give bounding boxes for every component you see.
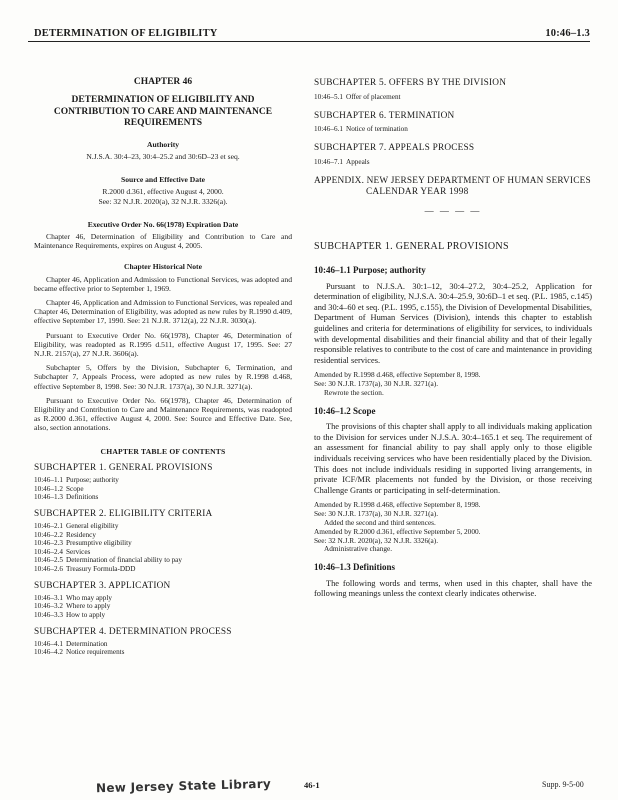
toc-entry: 10:46–2.4 Services (34, 547, 91, 556)
page-number: 46-1 (304, 780, 320, 790)
toc-subchapter-title: SUBCHAPTER 1. GENERAL PROVISIONS (34, 462, 213, 473)
section-heading-1-1: 10:46–1.1 Purpose; authority (314, 264, 426, 275)
historical-note-heading: Chapter Historical Note (124, 262, 202, 272)
toc-subchapter (34, 582, 292, 620)
toc-subchapter (314, 78, 592, 102)
historical-note-paragraph: Chapter 46, Application and Admission to Functional Services, was repealed and Chapter 46, Determination of Eligibility, was adopted as new rules by R.1990 d.409, effective September 17, 1990. See: 21 N.J.R. 3712(a), 22 N.J.R. 3030(a). (34, 297, 292, 326)
toc-entry: 10:46–1.2 Scope (34, 484, 84, 493)
toc-subchapter (34, 464, 292, 502)
toc-subchapter-title: SUBCHAPTER 7. APPEALS PROCESS (314, 143, 475, 154)
toc-entry: 10:46–5.1 Offer of placement (314, 92, 401, 101)
toc-entry: 10:46–3.3 How to apply (34, 610, 106, 619)
section-heading-1-2: 10:46–1.2 Scope (314, 405, 376, 416)
toc-subchapter (34, 628, 292, 657)
historical-note-paragraph: Chapter 46, Application and Admission to Functional Services, was adopted and became effective prior to September 1, 1969. (34, 274, 292, 293)
toc-entry: 10:46–2.3 Presumptive eligibility (34, 539, 132, 548)
library-stamp: New Jersey State Library (95, 776, 272, 796)
left-column (34, 52, 292, 657)
authority-heading: Authority (146, 139, 180, 149)
appendix-title: APPENDIX. NEW JERSEY DEPARTMENT OF HUMAN SERVICES CALENDAR YEAR 1998 (314, 175, 591, 197)
subchapter-heading: SUBCHAPTER 1. GENERAL PROVISIONS (314, 241, 509, 253)
source-line-1: R.2000 d.361, effective August 4, 2000. (102, 187, 224, 197)
toc-entry: 10:46–2.6 Treasury Formula-DDD (34, 564, 136, 573)
executive-order-heading: Executive Order No. 66(1978) Expiration Date (87, 219, 239, 229)
toc-entry: 10:46–2.2 Residency (34, 530, 96, 539)
toc-entry: 10:46–2.1 General eligibility (34, 521, 119, 530)
executive-order-text: Chapter 46, Determination of Eligibility and Contribution to Care and Maintenance Requirements, expires on August 4, 2005. (34, 231, 292, 251)
header-title: DETERMINATION OF ELIGIBILITY (34, 28, 218, 39)
historical-note-paragraph: Subchapter 5, Offers by the Division, Subchapter 6, Termination, and Subchapter 7, Appeals Process, were adopted as new rules by R.1998 d.468, effective September 8, 1998. See: 30 N.J.R. 1737(a), 30 N.J.R. 3271(a). (34, 363, 292, 391)
chapter-title: DETERMINATION OF ELIGIBILITY AND CONTRIBUTION TO CARE AND MAINTENANCE REQUIREMENTS (53, 95, 273, 129)
toc-subchapter (314, 143, 592, 167)
toc-subchapter-title: SUBCHAPTER 2. ELIGIBILITY CRITERIA (34, 508, 213, 519)
right-column (314, 52, 592, 605)
toc-entry: 10:46–2.5 Determination of financial ability to pay (34, 556, 182, 565)
source-heading: Source and Effective Date (120, 175, 205, 185)
header-section-number: 10:46–1.3 (545, 28, 590, 39)
toc-entry: 10:46–1.1 Purpose; authority (34, 475, 119, 484)
toc-subchapter-title: SUBCHAPTER 6. TERMINATION (314, 110, 455, 121)
section-divider: — — — — (424, 205, 482, 216)
amendment-note: Amended by R.1998 d.468, effective September 8, 1998. See: 30 N.J.R. 1737(a), 30 N.J.R. 3271(a). Added the second and third sentences. Amended by R.2000 d.361, effective September 5, 2000. See: 32 N.J.R. 2020(a), 32 N.J.R. 3326(a). Administrative change. (314, 500, 481, 554)
toc-entry: 10:46–1.3 Definitions (34, 493, 99, 502)
historical-note-paragraph: Pursuant to Executive Order No. 66(1978), Chapter 46, Determination of Eligibility, was readopted as R.1995 d.511, effective August 17, 1995. See: 27 N.J.R. 2157(a), 27 N.J.R. 3606(a). (34, 330, 292, 358)
toc-subchapter-title: SUBCHAPTER 4. DETERMINATION PROCESS (34, 626, 232, 637)
toc-subchapter (314, 111, 592, 135)
chapter-number: CHAPTER 46 (133, 77, 193, 87)
section-text-1-1: Pursuant to N.J.S.A. 30:1–12, 30:4–27.2, 30:4–25.2, Application for determination of eligibility, N.J.S.A. 30:4–25.9, 30:6D–1 et seq. (P.L. 1985, c.145) and 30:4–60 et seq. (P.L. 1995, c.155), the Division of Developmental Disabilities, Department of Human Services (Division), intends this chapter to establish guidelines and criteria for determinations of eligibility for services, to individuals with developmental disabilities and their financial ability and that of their legally responsible relatives to contribute to the cost of care and maintenance in providing residential services. (314, 281, 592, 365)
toc-entry: 10:46–3.2 Where to apply (34, 602, 111, 611)
toc-entry: 10:46–3.1 Who may apply (34, 593, 112, 602)
historical-note-paragraph: Pursuant to Executive Order No. 66(1978), Chapter 46, Determination of Eligibility and Contribution to Care and Maintenance Requirements, was readopted as R.2000 d.361, effective August 4, 2000. See: Source and Effective Date. See, also, section annotations. (34, 395, 292, 433)
section-text-1-3: The following words and terms, when used in this chapter, shall have the following meanings unless the context clearly indicates otherwise. (314, 578, 592, 599)
toc-entry: 10:46–4.2 Notice requirements (34, 648, 125, 657)
toc-subchapter (34, 510, 292, 574)
amendment-note: Amended by R.1998 d.468, effective September 8, 1998. See: 30 N.J.R. 1737(a), 30 N.J.R. 3271(a). Rewrote the section. (314, 370, 481, 397)
toc-subchapter-title: SUBCHAPTER 3. APPLICATION (34, 580, 171, 591)
source-line-2: See: 32 N.J.R. 2020(a), 32 N.J.R. 3326(a). (98, 196, 228, 206)
supplement-date: Supp. 9-5-00 (542, 780, 584, 789)
toc-entry: 10:46–7.1 Appeals (314, 157, 370, 166)
section-heading-1-3: 10:46–1.3 Definitions (314, 562, 395, 573)
toc-entry: 10:46–4.1 Determination (34, 639, 108, 648)
section-text-1-2: The provisions of this chapter shall apply to all individuals making application to the Division for services under N.J.S.A. 30:4–165.1 et seq. The requirement of an assessment for financial ability to pay shall apply only to those eligible individuals receiving services who have been residentially placed by the Division. This does not include individuals residing in supported living arrangements, in private ICF/MR placements not funded by the Division, or those receiving Challenge Grants or participating in self-determination. (314, 422, 592, 495)
toc-entry: 10:46–6.1 Notice of termination (314, 125, 408, 134)
authority-text: N.J.S.A. 30:4–23, 30:4–25.2 and 30:6D–23 et seq. (86, 151, 240, 161)
toc-subchapter-title: SUBCHAPTER 5. OFFERS BY THE DIVISION (314, 78, 507, 88)
running-header (28, 27, 590, 42)
table-of-contents-heading: CHAPTER TABLE OF CONTENTS (100, 446, 226, 456)
